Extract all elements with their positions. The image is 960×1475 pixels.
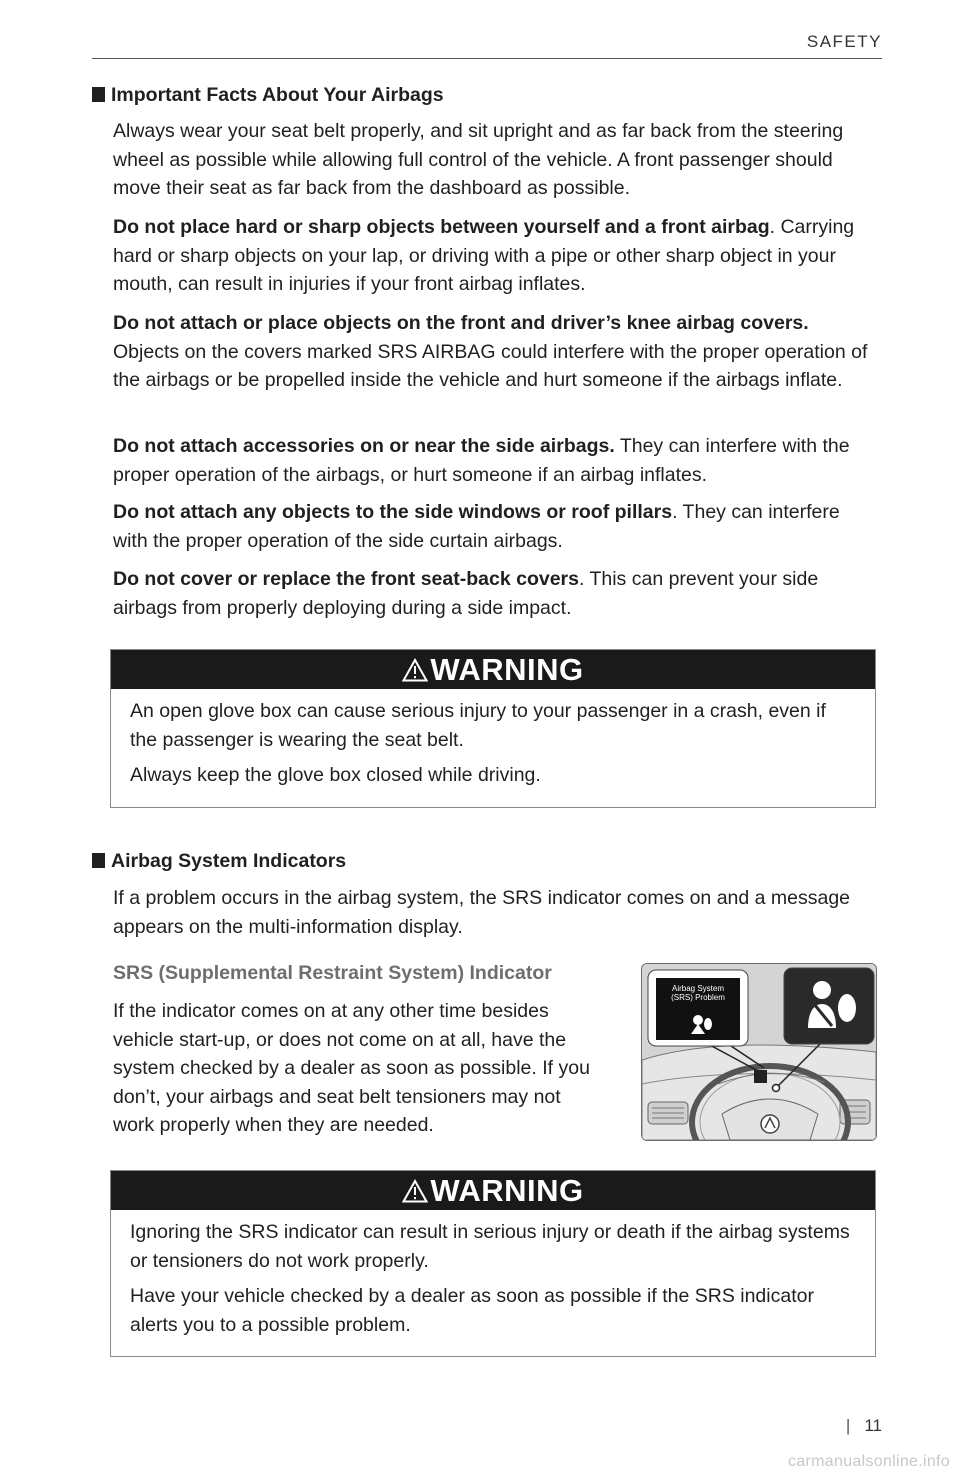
airbag-fact-item bbox=[113, 432, 873, 489]
srs-subheading: SRS (Supplemental Restraint System) Indicator bbox=[113, 962, 552, 984]
airbag-facts-heading bbox=[92, 84, 444, 107]
heading-square-icon bbox=[92, 853, 105, 868]
airbag-fact-bold: Do not attach or place objects on the front and driver’s knee airbag covers. bbox=[113, 312, 809, 334]
airbag-fact-item bbox=[113, 565, 873, 622]
airbag-facts-heading-text: Important Facts About Your Airbags bbox=[111, 84, 444, 106]
warning-box-glove-box bbox=[110, 649, 876, 808]
srs-display-line: (SRS) Problem bbox=[671, 993, 725, 1002]
heading-square-icon bbox=[92, 87, 105, 102]
airbag-fact-bold: Do not place hard or sharp objects between yourself and a front airbag bbox=[113, 216, 770, 238]
airbag-fact-item bbox=[113, 213, 873, 299]
watermark: carmanualsonline.info bbox=[788, 1453, 950, 1470]
srs-display-line: Airbag System bbox=[671, 984, 725, 993]
section-title: SAFETY bbox=[806, 32, 882, 51]
airbag-fact-bold: Do not attach any objects to the side windows or roof pillars bbox=[113, 501, 673, 523]
page-number-divider: | bbox=[845, 1416, 851, 1435]
warning-triangle-icon bbox=[402, 658, 428, 682]
page-number-value: 11 bbox=[864, 1416, 882, 1435]
warning-line: Have your vehicle checked by a dealer as soon as possible if the SRS indicator alerts you to a possible problem. bbox=[130, 1285, 814, 1336]
airbag-fact-bold: Do not attach accessories on or near the side airbags. bbox=[113, 435, 615, 457]
warning-box-srs bbox=[110, 1170, 876, 1357]
warning-line: Ignoring the SRS indicator can result in serious injury or death if the airbag systems or tensioners do not work properly. bbox=[130, 1221, 850, 1272]
airbag-facts-intro: Always wear your seat belt properly, and sit upright and as far back from the steering wheel as possible while allowing full control of the vehicle. A front passenger should move their seat as far back from the dashboard as possible. bbox=[113, 120, 844, 200]
warning-body bbox=[111, 1210, 875, 1356]
header-divider bbox=[92, 58, 882, 59]
indicators-intro: If a problem occurs in the airbag system, the SRS indicator comes on and a message appears on the multi-information display. bbox=[113, 887, 851, 938]
srs-body: If the indicator comes on at any other time besides vehicle start-up, or does not come on at all, have the system checked by a dealer as soon as possible. If you don’t, your airbags and seat belt tensioners may not work properly when they are needed. bbox=[113, 1000, 590, 1137]
airbag-fact-text: Objects on the covers marked SRS AIRBAG could interfere with the proper operation of the airbags or be propelled inside the vehicle and hurt someone if the airbags inflate. bbox=[113, 340, 868, 392]
warning-body bbox=[111, 689, 875, 807]
airbag-fact-bold: Do not cover or replace the front seat-back covers bbox=[113, 568, 579, 590]
warning-line: Always keep the glove box closed while driving. bbox=[130, 764, 541, 787]
airbag-fact-text: They can interfere with the proper operation of the airbags, or hurt someone if an airbag inflates. bbox=[113, 435, 850, 486]
warning-line: An open glove box can cause serious injury to your passenger in a crash, even if the passenger is wearing the seat belt. bbox=[130, 700, 826, 751]
srs-display-text bbox=[656, 984, 740, 1002]
airbag-fact-text: . This can prevent your side airbags from properly deploying during a side impact. bbox=[113, 568, 819, 619]
warning-triangle-icon bbox=[402, 1179, 428, 1203]
srs-indicator-figure bbox=[641, 963, 877, 1141]
warning-bar bbox=[111, 1171, 875, 1210]
airbag-fact-item bbox=[113, 309, 873, 395]
page-number bbox=[846, 1416, 882, 1436]
airbag-fact-item bbox=[113, 498, 873, 555]
indicators-heading-text: Airbag System Indicators bbox=[111, 850, 347, 872]
airbag-fact-text: . They can interfere with the proper operation of the side curtain airbags. bbox=[113, 501, 840, 552]
warning-bar bbox=[111, 650, 875, 689]
warning-title: WARNING bbox=[430, 652, 584, 687]
warning-title: WARNING bbox=[430, 1173, 584, 1208]
indicators-heading bbox=[92, 850, 346, 873]
airbag-fact-text: . Carrying hard or sharp objects on your lap, or driving with a pipe or other sharp object in your mouth, can result in injuries if your front airbag inflates. bbox=[113, 216, 855, 296]
